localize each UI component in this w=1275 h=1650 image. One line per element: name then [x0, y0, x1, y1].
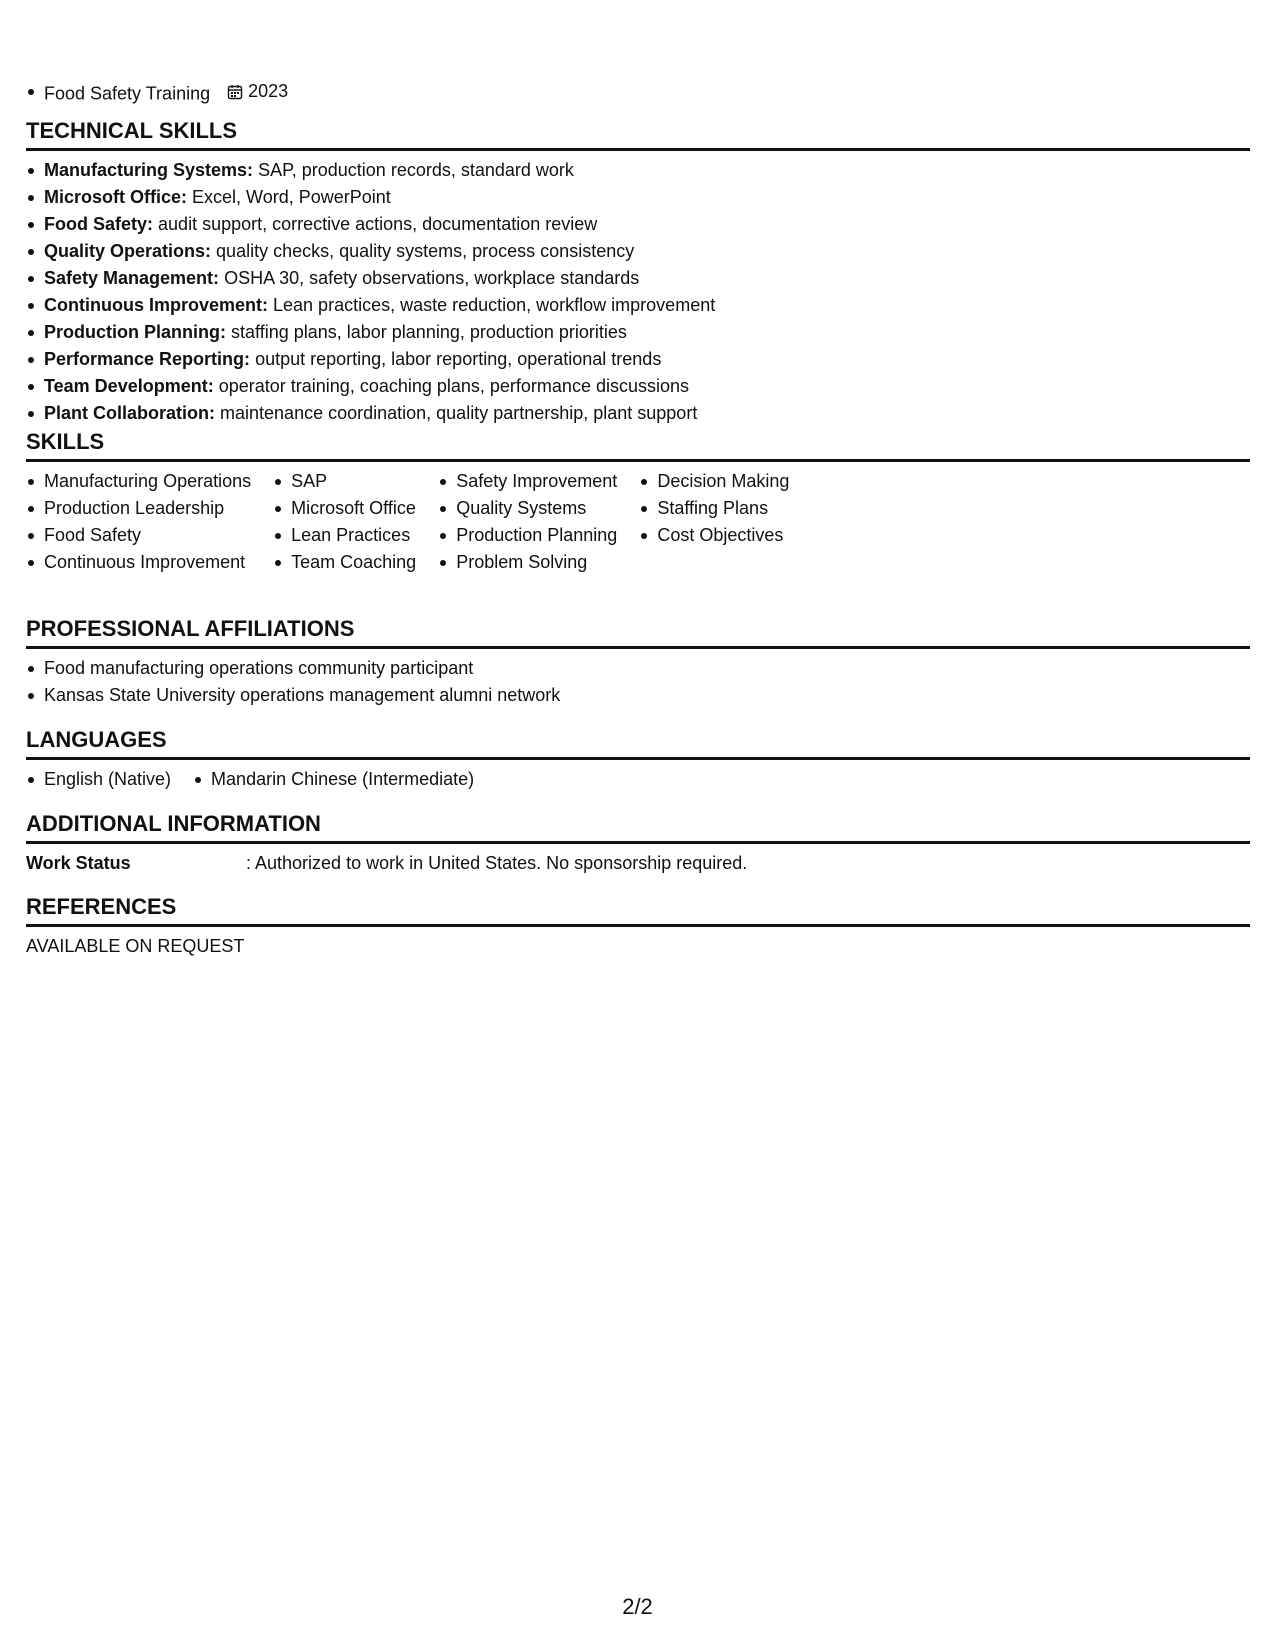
skill-item: Safety Improvement: [438, 468, 617, 495]
section-title-references: REFERENCES: [26, 894, 177, 919]
skill-item: Problem Solving: [438, 549, 617, 576]
additional-information-section: [26, 810, 1250, 876]
skills-column: [639, 468, 789, 576]
skill-item: Cost Objectives: [639, 522, 789, 549]
affiliation-item: Food manufacturing operations community participant: [26, 655, 1250, 682]
skills-section: [26, 428, 1250, 576]
skill-item: Decision Making: [639, 468, 789, 495]
skill-item: Staffing Plans: [639, 495, 789, 522]
skill-item: Lean Practices: [273, 522, 416, 549]
skills-columns: [26, 468, 1250, 576]
skill-item: Quality Systems: [438, 495, 617, 522]
certification-date-wrap: [227, 78, 288, 105]
skill-label: Microsoft Office:: [44, 187, 188, 207]
section-divider: [26, 646, 1250, 649]
skill-label: Performance Reporting:: [44, 349, 251, 369]
skill-label: Production Planning:: [44, 322, 226, 342]
skill-item: Food Safety: [26, 522, 251, 549]
skill-item: Team Coaching: [273, 549, 416, 576]
section-divider: [26, 924, 1250, 927]
skill-label: Safety Management:: [44, 268, 220, 288]
technical-skills-section: [26, 117, 1250, 427]
skill-label: Plant Collaboration:: [44, 403, 215, 423]
section-title-technical-skills: TECHNICAL SKILLS: [26, 118, 238, 143]
technical-skill-item: [26, 184, 1250, 211]
calendar-icon: [227, 84, 243, 100]
section-divider: [26, 841, 1250, 844]
technical-skill-item: [26, 373, 1250, 400]
skill-value: maintenance coordination, quality partnership, plant support: [220, 403, 698, 423]
skill-item: Production Leadership: [26, 495, 251, 522]
skill-value: SAP, production records, standard work: [258, 160, 574, 180]
technical-skill-item: [26, 238, 1250, 265]
section-divider: [26, 148, 1250, 151]
affiliations-section: [26, 615, 1250, 709]
skill-label: Continuous Improvement:: [44, 295, 268, 315]
references-section: [26, 893, 1250, 959]
languages-list: [26, 766, 1250, 793]
skill-label: Quality Operations:: [44, 241, 212, 261]
skill-item: Production Planning: [438, 522, 617, 549]
skill-value: output reporting, labor reporting, operational trends: [255, 349, 662, 369]
skill-value: OSHA 30, safety observations, workplace standards: [224, 268, 640, 288]
work-status-value: : Authorized to work in United States. No sponsorship required.: [246, 853, 748, 873]
technical-skill-item: [26, 157, 1250, 184]
certification-item: [26, 78, 288, 108]
section-title-affiliations: PROFESSIONAL AFFILIATIONS: [26, 616, 355, 641]
skill-value: Lean practices, waste reduction, workflow improvement: [273, 295, 716, 315]
skill-item: SAP: [273, 468, 416, 495]
languages-section: [26, 726, 1250, 793]
certification-date: 2023: [248, 81, 289, 101]
skills-column: [273, 468, 416, 576]
skill-value: operator training, coaching plans, performance discussions: [218, 376, 689, 396]
affiliations-list: [26, 655, 1250, 709]
section-divider: [26, 757, 1250, 760]
technical-skill-item: [26, 292, 1250, 319]
section-title-languages: LANGUAGES: [26, 727, 167, 752]
skill-label: Manufacturing Systems:: [44, 160, 254, 180]
language-item: Mandarin Chinese (Intermediate): [193, 766, 474, 793]
skill-value: staffing plans, labor planning, production priorities: [231, 322, 627, 342]
references-text: AVAILABLE ON REQUEST: [26, 936, 245, 956]
technical-skill-item: [26, 400, 1250, 427]
technical-skill-item: [26, 211, 1250, 238]
section-divider: [26, 459, 1250, 462]
affiliation-item: Kansas State University operations management alumni network: [26, 682, 1250, 709]
skill-label: Food Safety:: [44, 214, 154, 234]
skill-item: Manufacturing Operations: [26, 468, 251, 495]
section-title-additional-information: ADDITIONAL INFORMATION: [26, 811, 321, 836]
skill-item: Microsoft Office: [273, 495, 416, 522]
work-status-row: [26, 850, 1250, 876]
technical-skill-item: [26, 346, 1250, 373]
skills-column: [438, 468, 617, 576]
skill-label: Team Development:: [44, 376, 214, 396]
section-title-skills: SKILLS: [26, 429, 105, 454]
skill-value: quality checks, quality systems, process consistency: [216, 241, 635, 261]
certification-list: [26, 78, 288, 108]
technical-skills-list: [26, 157, 1250, 427]
skill-value: audit support, corrective actions, documentation review: [158, 214, 598, 234]
technical-skill-item: [26, 265, 1250, 292]
certification-name: Food Safety Training: [44, 83, 211, 104]
skill-item: Continuous Improvement: [26, 549, 251, 576]
language-item: English (Native): [26, 766, 171, 793]
page-number: 2/2: [622, 1594, 653, 1619]
work-status-label: Work Status: [26, 853, 131, 873]
technical-skill-item: [26, 319, 1250, 346]
skill-value: Excel, Word, PowerPoint: [192, 187, 391, 207]
skills-column: [26, 468, 251, 576]
